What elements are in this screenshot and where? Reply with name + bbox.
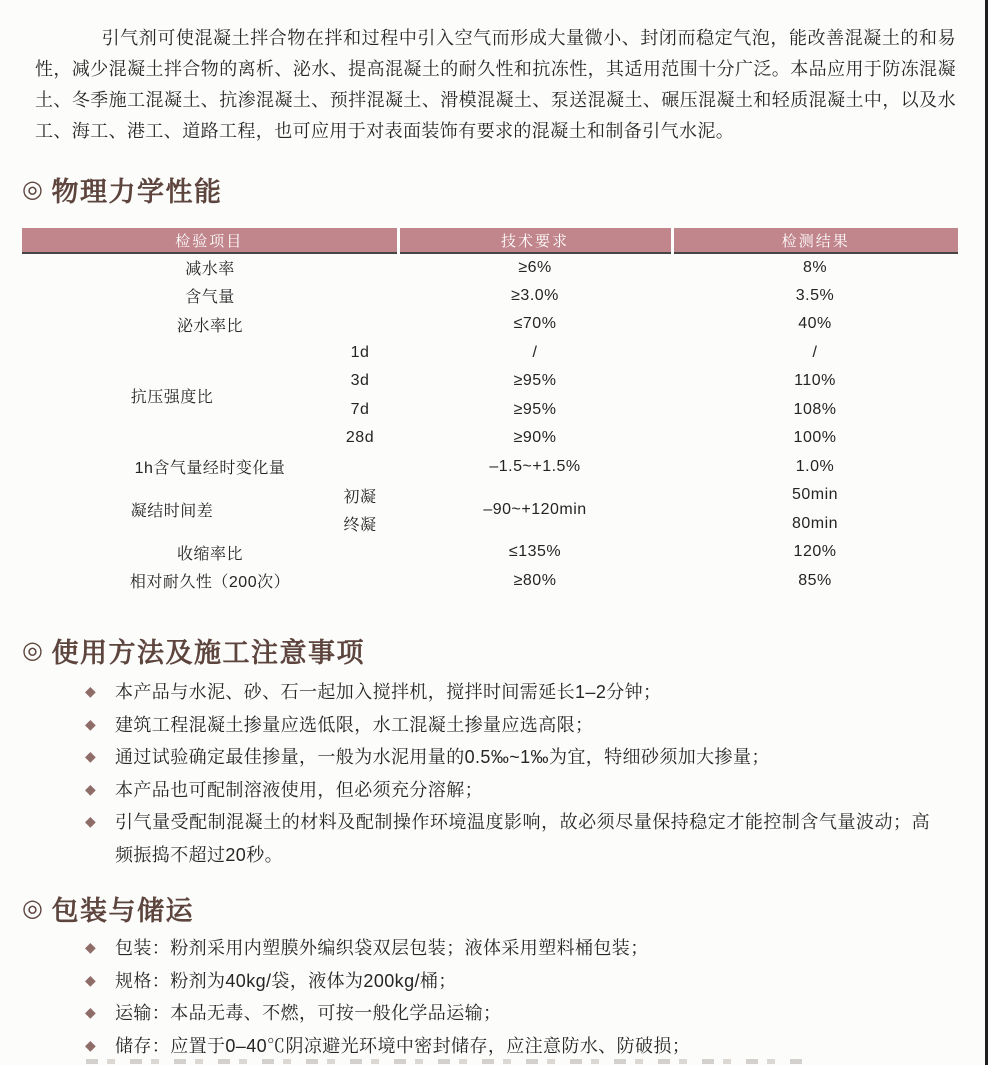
list-item bbox=[85, 741, 930, 774]
table-row bbox=[22, 538, 958, 567]
row-result: 80min bbox=[791, 514, 839, 532]
row-requirement: ≤70% bbox=[513, 315, 557, 333]
spec-table bbox=[22, 228, 958, 595]
list-item bbox=[85, 932, 930, 965]
row-requirement: / bbox=[532, 343, 538, 361]
row-sublabel: 7d bbox=[350, 400, 370, 418]
section-heading-packaging-storage bbox=[22, 889, 194, 928]
row-result: 120% bbox=[793, 543, 837, 561]
row-requirement: ≥6% bbox=[518, 258, 552, 276]
bullseye-icon: ◎ bbox=[22, 176, 45, 203]
row-label: 相对耐久性（200次） bbox=[129, 574, 291, 592]
section-heading-usage-notes bbox=[22, 631, 365, 670]
row-label: 减水率 bbox=[185, 261, 235, 279]
diamond-bullet-icon: ◆ bbox=[85, 939, 97, 955]
row-result: 110% bbox=[794, 372, 836, 390]
row-result: 85% bbox=[798, 571, 832, 589]
list-item bbox=[85, 997, 930, 1030]
group-label-setting-time: 凝结时间差 bbox=[130, 503, 214, 520]
row-result: 50min bbox=[791, 486, 839, 504]
group-label-compressive-strength: 抗压强度比 bbox=[130, 389, 214, 406]
row-result: 108% bbox=[793, 400, 837, 418]
row-sublabel: 终凝 bbox=[343, 517, 377, 535]
list-item-text: 规格：粉剂为40kg/袋，液体为200kg/桶； bbox=[115, 970, 457, 991]
list-item bbox=[85, 774, 930, 807]
row-result: 1.0% bbox=[795, 457, 835, 475]
table-row bbox=[22, 310, 958, 339]
bullseye-icon: ◎ bbox=[22, 637, 45, 664]
list-item bbox=[85, 709, 930, 742]
diamond-bullet-icon: ◆ bbox=[85, 1036, 97, 1053]
row-requirement: ≥95% bbox=[513, 372, 557, 390]
row-sublabel: 1d bbox=[350, 343, 370, 361]
list-item-text: 本产品与水泥、砂、石一起加入搅拌机，搅拌时间需延长1–2分钟； bbox=[115, 682, 662, 702]
diamond-bullet-icon: ◆ bbox=[85, 1004, 97, 1020]
row-label: 1h含气量经时变化量 bbox=[134, 460, 286, 478]
row-sublabel: 初凝 bbox=[343, 488, 377, 506]
row-result: 3.5% bbox=[795, 286, 835, 304]
list-item bbox=[85, 806, 930, 871]
row-requirement: –1.5~+1.5% bbox=[489, 457, 581, 475]
row-result: 40% bbox=[798, 315, 832, 333]
list-item bbox=[85, 1030, 930, 1063]
diamond-bullet-icon: ◆ bbox=[85, 971, 97, 988]
row-label: 含气量 bbox=[185, 289, 235, 307]
diamond-bullet-icon: ◆ bbox=[85, 813, 97, 829]
row-label: 泌水率比 bbox=[177, 317, 244, 335]
list-item-text: 本产品也可配制溶液使用，但必须充分溶解； bbox=[115, 779, 483, 800]
row-sublabel: 28d bbox=[345, 429, 375, 447]
diamond-bullet-icon: ◆ bbox=[85, 748, 97, 764]
diamond-bullet-icon: ◆ bbox=[85, 683, 97, 699]
scan-edge-line bbox=[985, 0, 988, 1065]
row-result: 8% bbox=[802, 258, 828, 276]
row-requirement: ≤135% bbox=[508, 543, 562, 561]
header-cell-result: 检测结果 bbox=[672, 228, 958, 253]
row-requirement: ≥95% bbox=[513, 400, 557, 418]
header-cell-requirement: 技术要求 bbox=[398, 228, 672, 253]
row-requirement: ≥3.0% bbox=[511, 286, 559, 304]
table-header-row bbox=[22, 228, 958, 253]
section-title: 物理力学性能 bbox=[51, 177, 223, 207]
row-label: 收缩率比 bbox=[177, 545, 244, 563]
table-row bbox=[22, 253, 958, 282]
table-row bbox=[22, 481, 958, 510]
diamond-bullet-icon: ◆ bbox=[85, 715, 97, 732]
row-result: 100% bbox=[793, 429, 837, 447]
list-item bbox=[85, 676, 930, 709]
cut-off-text-sliver bbox=[86, 1059, 806, 1064]
list-item-text: 运输：本品无毒、不燃，可按一般化学品运输； bbox=[115, 1003, 502, 1023]
list-item bbox=[85, 965, 930, 998]
list-item-text: 建筑工程混凝土掺量应选低限，水工混凝土掺量应选高限； bbox=[115, 714, 594, 735]
row-requirement: ≥80% bbox=[513, 571, 557, 589]
table-row bbox=[22, 339, 958, 368]
section-title: 包装与储运 bbox=[51, 896, 194, 926]
table-row bbox=[22, 453, 958, 482]
packaging-bullet-list bbox=[85, 932, 930, 1062]
usage-bullet-list bbox=[85, 676, 930, 871]
intro-paragraph: 引气剂可使混凝土拌合物在拌和过程中引入空气而形成大量微小、封闭而稳定气泡，能改善混凝土的和易性，减少混凝土拌合物的离析、泌水、提高混凝土的耐久性和抗冻性，其适用范围十分广泛。本品应用于防冻混凝土、冬季施工混凝土、抗渗混凝土、预拌混凝土、滑模混凝土、泵送混凝土、碾压混凝土和轻质混凝土中，以及水工、海工、港工、道路工程，也可应用于对表面装饰有要求的混凝土和制备引气水泥。 bbox=[35, 28, 956, 141]
list-item-text: 通过试验确定最佳掺量，一般为水泥用量的0.5‰~1‰为宜，特细砂须加大掺量； bbox=[115, 747, 770, 767]
row-requirement: ≥90% bbox=[513, 429, 557, 447]
row-requirement: –90~+120min bbox=[483, 500, 587, 518]
list-item-text: 包装：粉剂采用内塑膜外编织袋双层包装；液体采用塑料桶包装； bbox=[115, 938, 649, 958]
section-title: 使用方法及施工注意事项 bbox=[51, 638, 365, 668]
row-sublabel: 3d bbox=[350, 372, 370, 390]
table-row bbox=[22, 282, 958, 311]
list-item-text: 引气量受配制混凝土的材料及配制操作环境温度影响，故必须尽量保持稳定才能控制含气量波动；高频振捣不超过20秒。 bbox=[115, 812, 930, 865]
section-heading-physical-properties bbox=[22, 170, 222, 209]
diamond-bullet-icon: ◆ bbox=[85, 780, 97, 797]
bullseye-icon: ◎ bbox=[22, 895, 45, 922]
list-item-text: 储存：应置于0–40℃阴凉避光环境中密封储存，应注意防水、防破损； bbox=[115, 1035, 691, 1056]
row-result: / bbox=[812, 343, 818, 361]
header-cell-item: 检验项目 bbox=[22, 228, 398, 253]
table-row bbox=[22, 567, 958, 596]
